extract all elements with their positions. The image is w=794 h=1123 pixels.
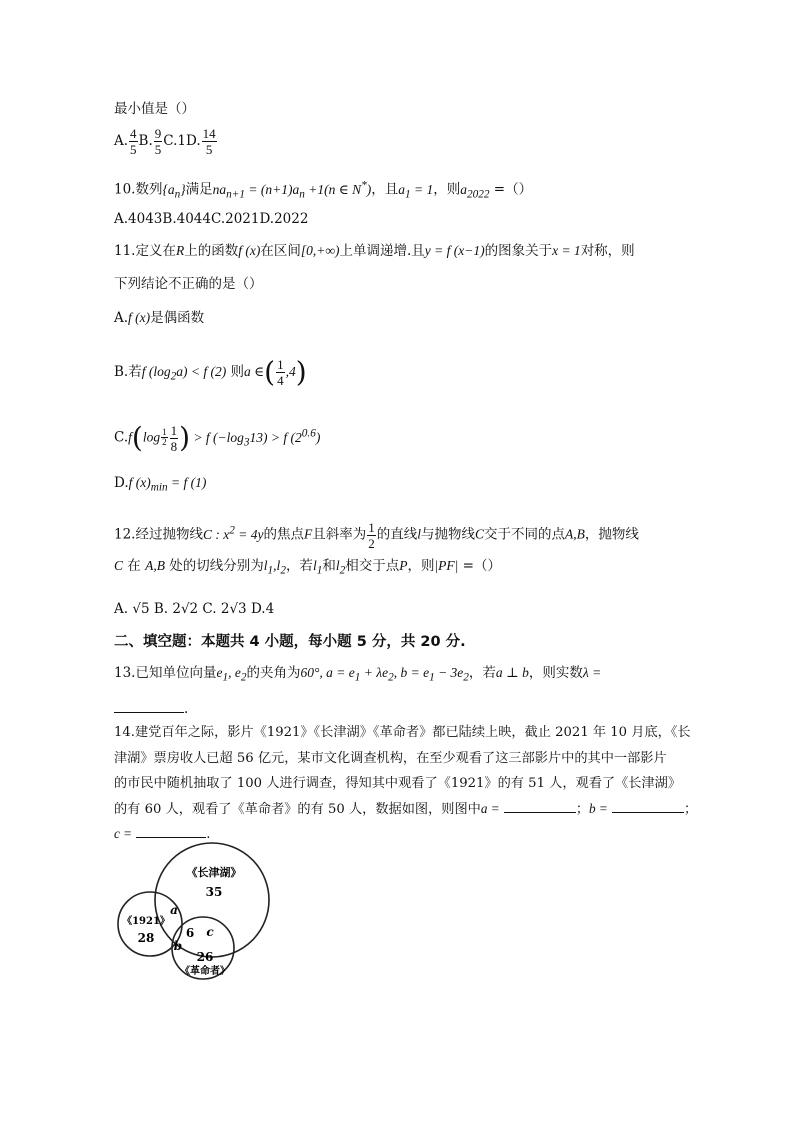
- q11-option-d: D.f $(x)_{min} = f$ (1): [114, 475, 207, 494]
- q14-line5: c = .: [114, 826, 211, 842]
- q12-options: A. √5 B. 2√2 C. 2√3 D.4: [114, 601, 275, 617]
- venn-diagram: [110, 840, 280, 990]
- q11-stem-line1: 11.定义在R上的函数f (x)在区间[0,+∞)上单调递增.且y = f (x−1)的图象关于x = 1对称，则: [114, 243, 635, 259]
- venn-value-gemingzhe: 26: [196, 950, 214, 964]
- q9-stem-end: 最小值是（）: [114, 101, 195, 117]
- q11-stem-line2: 下列结论不正确的是（）: [114, 276, 263, 292]
- venn-value-1921: 28: [137, 931, 155, 945]
- venn-label-gemingzhe: 《革命者》: [180, 966, 230, 977]
- q11-option-a: A.f (x)是偶函数: [114, 310, 205, 326]
- q12-stem-line1: 12.经过抛物线C : $x^2 = 4y$的焦点F且斜率为 $\frac{1}{2}$ 的直线l与抛物线C交于不同的点A,B，抛物线: [114, 519, 639, 551]
- q14-line3: 的市民中随机抽取了 100 人进行调查，得知其中观看了《1921》的有 51 人，观看了《长津湖》: [114, 776, 682, 791]
- venn-label-1921: 《1921》: [122, 916, 170, 927]
- q14-line2: 津湖》票房收人已超 56 亿元，某市文化调查机构，在至少观看了这三部影片中的其中一部影片: [114, 751, 667, 766]
- q11-option-c: C.f(log $\frac{1}{2}$ $\frac{1}{8}$ ) > f $(-\log_313) > f$ $(2^{0.6})$: [114, 421, 321, 454]
- q9-options: A. $\frac{4}{5}$ B. $\frac{9}{5}$ C.1D. $\frac{14}{5}$: [114, 126, 216, 157]
- q12-stem-line2: C 在 A,B 处的切线分别为$l_1,l_2$，若$l_1$和$l_2$相交于点P，则|PF| =（）: [114, 558, 501, 577]
- venn-region-c: c: [206, 925, 214, 939]
- q11-option-b: B.若f $(\log_2a) < f$ (2) 则a ∈( $\frac{1}{4}$ ,4): [114, 355, 307, 389]
- q10-options: A.4043B.4044C.2021D.2022: [114, 211, 309, 227]
- venn-region-a: a: [170, 903, 178, 917]
- q14-blank-c[interactable]: [136, 837, 206, 838]
- venn-label-changjinhu: 《长津湖》: [186, 866, 242, 879]
- q13-stem: 13.已知单位向量$e_1$, $e_2$的夹角为60°, $a = e_1 + \lambda e_2$, $b = e_1 - 3e_2$，若a ⊥ b，则实数λ =: [114, 665, 602, 684]
- q9-fraction-b: $\frac{9}{5}$: [154, 126, 162, 157]
- q14-line1: 14.建党百年之际，影片《1921》《长津湖》《革命者》都已陆续上映，截止 2021 年 10 月底，《长: [114, 725, 691, 740]
- section-heading-fill-in: 二、填空题：本题共 4 小题，每小题 5 分，共 20 分.: [114, 634, 466, 650]
- venn-region-center: 6: [185, 926, 195, 940]
- q14-line4: 的有 60 人，观看了《革命者》的有 50 人，数据如图，则图中a = ；b = ；: [114, 801, 698, 817]
- q13-answer-line[interactable]: .: [114, 700, 188, 718]
- q10-stem: 10.数列$\{a_n\}$满足$na_{n+1} = (n+1)a_n +1(n$ ∈ N*)，且$a_1 = 1$，则$a_{2022}$ =（）: [114, 179, 533, 201]
- q9-fraction-a: $\frac{4}{5}$: [130, 126, 137, 157]
- q14-blank-b[interactable]: [612, 812, 684, 813]
- q14-blank-a[interactable]: [504, 812, 576, 813]
- q9-fraction-d: $\frac{14}{5}$: [202, 126, 216, 157]
- venn-region-b: b: [173, 939, 183, 953]
- venn-value-changjinhu: 35: [205, 885, 223, 899]
